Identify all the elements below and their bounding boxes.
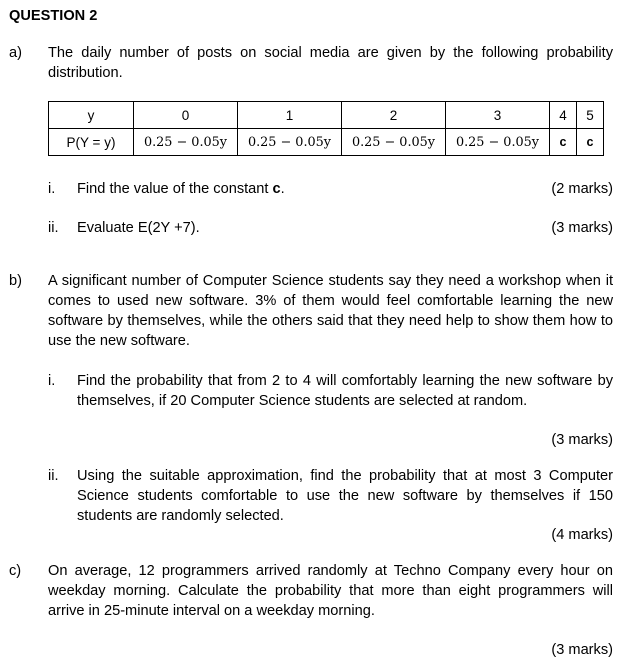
table-cell: 0.25 − 0.05y [342,129,446,156]
item-text: Find the value of the constant [77,181,273,197]
part-c-text: On average, 12 programmers arrived randomly at Techno Company every hour on weekday morning. Calculate the probability that more than eight programmers will arrive in 25-minute interval on a weekday morning. [48,563,613,619]
item-text: . [280,181,285,197]
question-heading: QUESTION 2 [9,8,98,24]
item-number: ii. [48,220,59,236]
marks-label: (3 marks) [551,642,613,658]
probability-distribution-table [48,101,604,156]
table-row-y [49,102,604,129]
marks-label: (4 marks) [551,527,613,543]
constant-c: c [272,181,281,197]
marks-label: (3 marks) [551,220,613,236]
table-cell: 3 [446,102,550,129]
part-b-text: A significant number of Computer Science students say they need a workshop when it comes to used new software. 3% of them would feel comfortable learning the new software by themselves, while the others said that they need help to show them how to use the new software. [48,273,613,349]
marks-label: (2 marks) [551,181,613,197]
table-cell: P(Y = y) [49,129,134,156]
table-cell: c [577,129,604,156]
part-a-item-2-text: Evaluate E(2Y +7). [77,220,200,236]
table-cell: 0.25 − 0.05y [134,129,238,156]
part-b-item-1-text: Find the probability that from 2 to 4 will comfortably learning the new software by themselves, if 20 Computer Science students are selected at random. [77,373,613,409]
part-a-item-1-text [77,181,285,197]
table-cell: c [550,129,577,156]
table-cell: y [49,102,134,129]
part-c-label: c) [9,563,22,579]
part-a-label: a) [9,45,22,61]
table-row-probability [49,129,604,156]
part-b-label: b) [9,273,22,289]
item-number: i. [48,181,56,197]
marks-label: (3 marks) [551,432,613,448]
table-cell: 4 [550,102,577,129]
table-cell: 0.25 − 0.05y [446,129,550,156]
table-cell: 1 [238,102,342,129]
table-cell: 5 [577,102,604,129]
part-a-text: The daily number of posts on social media are given by the following probability distribution. [48,45,613,81]
table-cell: 0 [134,102,238,129]
part-b-item-2-text: Using the suitable approximation, find the probability that at most 3 Computer Science students comfortable to use the new software by themselves if 150 students are randomly selected. [77,468,613,524]
table-cell: 0.25 − 0.05y [238,129,342,156]
item-number: ii. [48,468,59,484]
item-number: i. [48,373,56,389]
table-cell: 2 [342,102,446,129]
